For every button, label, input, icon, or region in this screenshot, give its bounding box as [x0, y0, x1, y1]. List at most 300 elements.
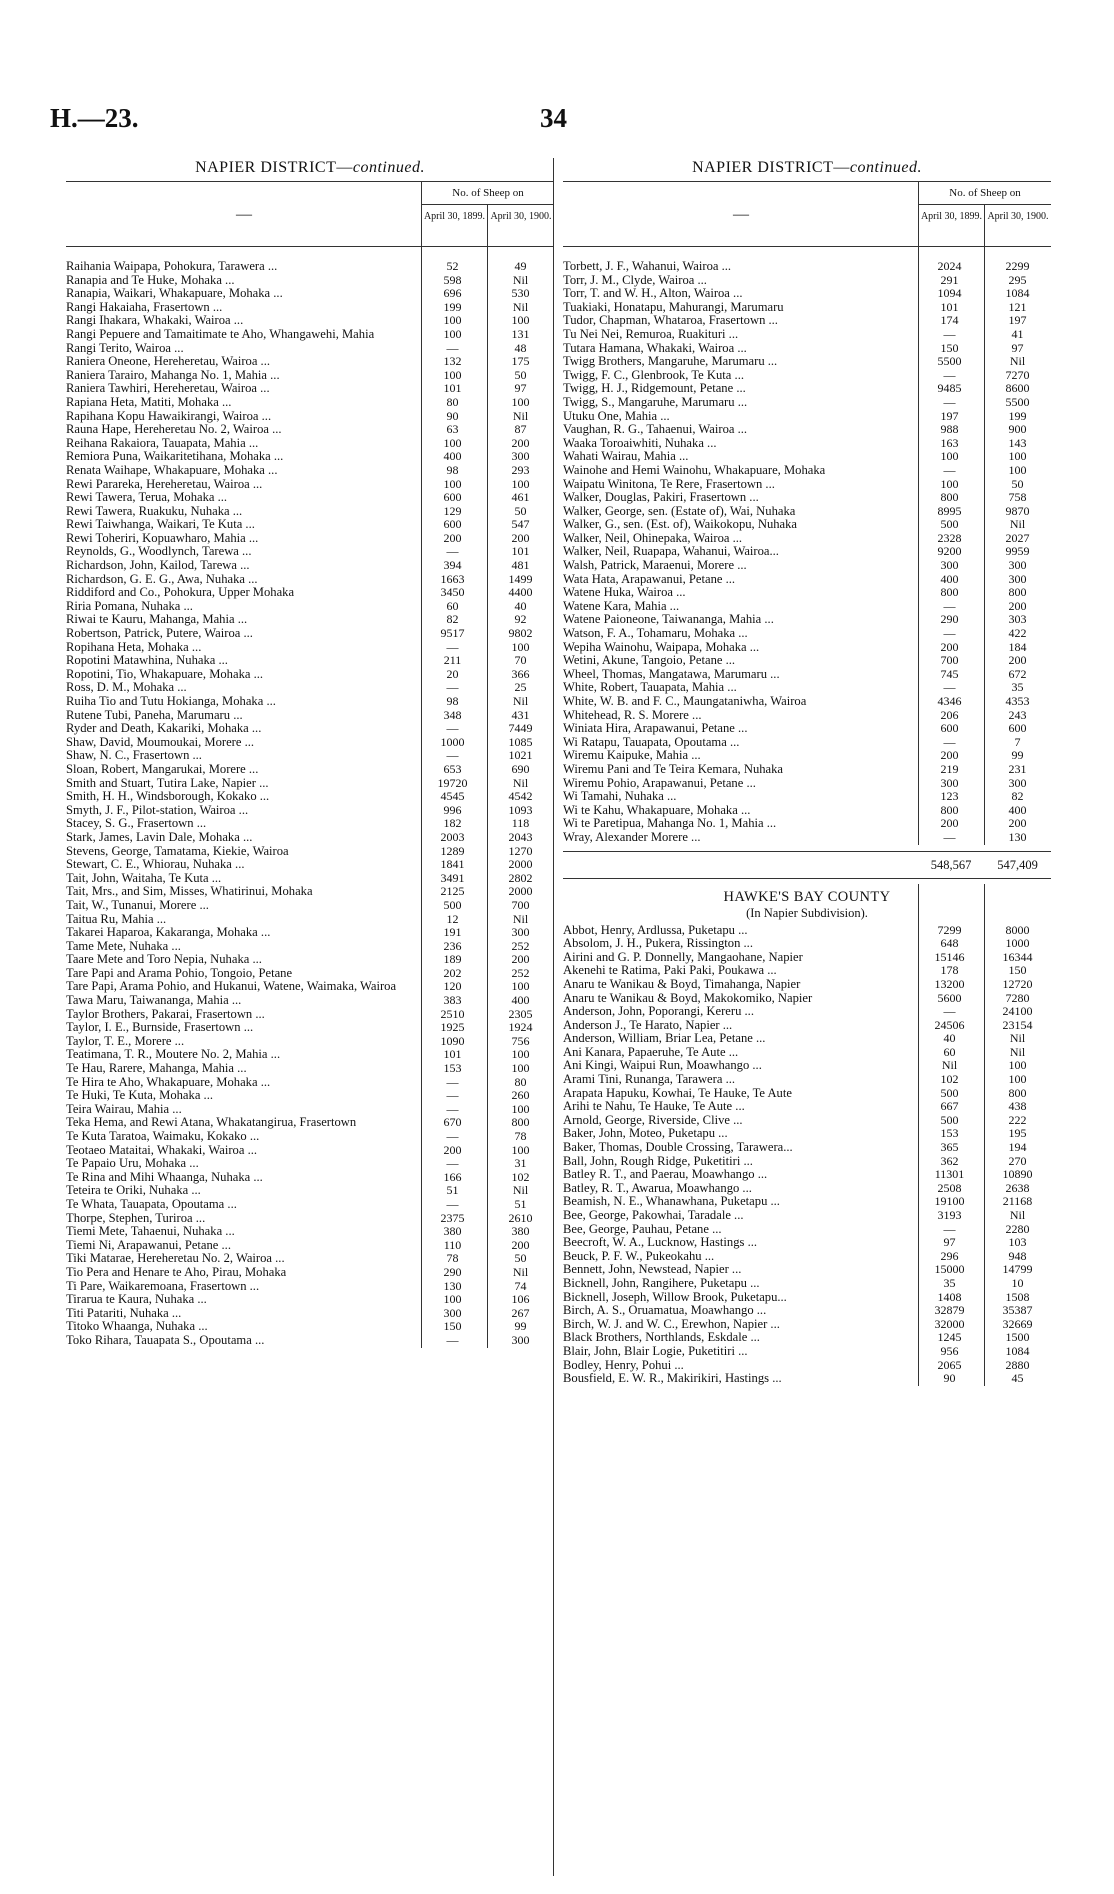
sheep-1899: 600: [443, 490, 462, 505]
row-name: Stewart, C. E., Whiorau, Nuhaka ...: [66, 857, 245, 872]
sheep-1900: 2000: [508, 884, 533, 899]
table-row: [563, 1359, 1051, 1373]
row-name: Waaka Toroaiwhiti, Nuhaka ...: [563, 435, 717, 450]
sheep-1900: 97: [1011, 340, 1024, 355]
table-row: [563, 1372, 1051, 1386]
row-name: Rangi Hakaiaha, Frasertown ...: [66, 299, 223, 314]
row-name: Raniera Tarairo, Mahanga No. 1, Mahia ...: [66, 367, 280, 382]
sheep-1900: 10: [1011, 1275, 1024, 1290]
row-name: Riddiford and Co., Pohokura, Upper Mohaka: [66, 585, 295, 600]
row-name: Beamish, N. E., Whanawhana, Puketapu ...: [563, 1194, 780, 1209]
table-row: [66, 980, 554, 994]
right-section-title: NAPIER DISTRICT—continued.: [692, 159, 922, 176]
table-row: [563, 314, 1051, 328]
sheep-1899: 15146: [934, 949, 965, 964]
sheep-1900: 260: [511, 1088, 530, 1103]
sheep-1900: Nil: [512, 694, 529, 708]
row-name: Taitua Ru, Mahia ...: [66, 911, 167, 926]
sheep-1899: 2328: [937, 530, 962, 545]
sheep-1900: 101: [511, 544, 530, 559]
sheep-1900: 199: [1008, 408, 1027, 423]
sheep-1900: 9802: [508, 626, 533, 641]
table-row: [563, 763, 1051, 777]
row-name: Robertson, Patrick, Putere, Wairoa ...: [66, 626, 253, 641]
sheep-1900: 481: [511, 558, 530, 573]
sheep-1900: 300: [1008, 775, 1027, 790]
row-name: Bennett, John, Newstead, Napier ...: [563, 1262, 742, 1277]
table-row: [66, 1062, 554, 1076]
table-row: [563, 1100, 1051, 1114]
sheep-1899: 189: [443, 952, 462, 967]
table-row: [66, 994, 554, 1008]
sheep-1900: 100: [1008, 1072, 1027, 1087]
sheep-1899: 100: [443, 476, 462, 491]
table-row: [563, 1087, 1051, 1101]
row-name: Bousfield, E. W. R., Makirikiri, Hastings ...: [563, 1371, 782, 1386]
row-name: Smith, H. H., Windsborough, Kokako ...: [66, 789, 270, 804]
sheep-1900: 200: [1008, 598, 1027, 613]
sheep-1900: 672: [1008, 666, 1027, 681]
sheep-1900: 1084: [1005, 1343, 1030, 1358]
sheep-1900: Nil: [512, 299, 529, 314]
row-name: Stark, James, Lavin Dale, Mohaka ...: [66, 829, 253, 844]
total-row: [563, 851, 1051, 879]
table-row: [563, 532, 1051, 546]
table-row: [66, 913, 554, 927]
row-name: Birch, A. S., Oruamatua, Moawhango ...: [563, 1303, 767, 1318]
row-name: Baker, Thomas, Double Crossing, Tarawera...: [563, 1140, 793, 1155]
sheep-1899: 500: [443, 897, 462, 912]
sheep-1900: 103: [1008, 1235, 1027, 1250]
sheep-1899: 110: [443, 1237, 462, 1252]
row-name: Reynolds, G., Woodlynch, Tarewa ...: [66, 544, 252, 559]
sheep-1899: 3193: [937, 1208, 962, 1222]
table-row: [66, 1157, 554, 1171]
sheep-1899: 129: [443, 503, 462, 518]
sheep-1899: Nil: [941, 1058, 958, 1073]
sheep-1900: 1021: [508, 748, 533, 763]
sheep-1899: 600: [443, 517, 462, 532]
sheep-1900: 100: [511, 476, 530, 491]
table-row: [66, 1280, 554, 1294]
sheep-1899: 1408: [937, 1289, 962, 1304]
sheep-1900: 175: [511, 354, 530, 369]
table-row: [66, 1212, 554, 1226]
sheep-1900: 4353: [1005, 694, 1030, 708]
sheep-1899: —: [446, 340, 459, 355]
sheep-1900: 14799: [1002, 1262, 1033, 1277]
row-name: Bicknell, Joseph, Willow Brook, Puketapu...: [563, 1289, 787, 1304]
table-row: [66, 1266, 554, 1280]
table-row: [66, 831, 554, 845]
table-row: [563, 804, 1051, 818]
row-name: Rewi Taiwhanga, Waikari, Te Kuta ...: [66, 517, 255, 532]
sheep-1899: 191: [443, 925, 462, 940]
row-name: Anaru te Wanikau & Boyd, Makokomiko, Napier: [563, 990, 813, 1005]
sheep-1900: 150: [1008, 963, 1027, 978]
sheep-1899: 197: [940, 408, 959, 423]
col-1900-header: April 30, 1900.: [984, 205, 1051, 246]
sheep-1900: 2802: [508, 870, 533, 885]
table-row: [563, 260, 1051, 274]
sheep-1899: 35: [943, 1275, 956, 1290]
sheep-1899: 2125: [440, 884, 465, 899]
sheep-1899: 40: [943, 1031, 956, 1046]
row-name: Teotaeo Mataitai, Whakaki, Wairoa ...: [66, 1142, 258, 1157]
sheep-1900: 300: [511, 1332, 530, 1347]
sheep-1900: 184: [1008, 639, 1027, 654]
sheep-1900: 100: [1008, 449, 1027, 464]
sheep-1899: 150: [443, 1319, 462, 1334]
sheep-1900: 16344: [1002, 949, 1033, 964]
row-name: Wata Hata, Arapawanui, Petane ...: [563, 571, 736, 586]
table-row: [563, 382, 1051, 396]
sheep-1899: 202: [443, 965, 462, 980]
row-name: Ruiha Tio and Tutu Hokianga, Mohaka ...: [66, 694, 276, 708]
table-row: [563, 437, 1051, 451]
sheep-1899: 296: [940, 1248, 959, 1263]
sheep-1900: 2880: [1005, 1357, 1030, 1372]
sheep-1900: 100: [1008, 1058, 1027, 1073]
sheep-1899: 4545: [440, 789, 465, 804]
sheep-1900: 24100: [1002, 1004, 1033, 1019]
sheep-1900: 700: [511, 897, 530, 912]
sheep-1899: 82: [446, 612, 459, 627]
row-name: Walker, Douglas, Pakiri, Frasertown ...: [563, 490, 759, 505]
sheep-1899: 500: [940, 1085, 959, 1100]
table-row: [66, 314, 554, 328]
sheep-1900: 2638: [1005, 1180, 1030, 1195]
row-name: Tait, Mrs., and Sim, Misses, Whatirinui, Mohaka: [66, 884, 313, 899]
sheep-1900: 267: [511, 1305, 530, 1320]
table-row: [563, 1073, 1051, 1087]
table-row: [563, 1250, 1051, 1264]
sheep-1900: 195: [1008, 1126, 1027, 1141]
row-name: Wiremu Kaipuke, Mahia ...: [563, 748, 701, 763]
sheep-1899: 132: [443, 354, 462, 369]
row-name: Walker, George, sen. (Estate of), Wai, Nuhaka: [563, 503, 796, 518]
table-row: [66, 777, 554, 791]
row-name: Riria Pomana, Nuhaka ...: [66, 598, 193, 613]
row-name: Shaw, N. C., Frasertown ...: [66, 748, 202, 763]
row-name: Wetini, Akune, Tangoio, Petane ...: [563, 653, 736, 668]
sheep-1899: —: [943, 598, 956, 613]
sheep-1900: 74: [514, 1278, 527, 1293]
sheep-1900: 300: [511, 449, 530, 464]
table-row: [563, 478, 1051, 492]
sheep-1900: 7449: [508, 721, 533, 736]
row-name: Toko Rihara, Tauapata S., Opoutama ...: [66, 1332, 265, 1347]
sheep-1900: 2305: [508, 1006, 533, 1021]
sheep-1900: 1508: [1005, 1289, 1030, 1304]
row-name: Wheel, Thomas, Mangatawa, Marumaru ...: [563, 666, 780, 681]
row-name: Stacey, S. G., Frasertown ...: [66, 816, 207, 831]
sheep-1900: 200: [1008, 816, 1027, 831]
row-name: Ryder and Death, Kakariki, Mohaka ...: [66, 721, 262, 736]
row-name: Wahati Wairau, Mahia ...: [563, 449, 689, 464]
sheep-1900: 7270: [1005, 367, 1030, 382]
sheep-1900: 50: [1011, 476, 1024, 491]
table-row: [66, 1144, 554, 1158]
sheep-1899: 19720: [437, 775, 468, 790]
sheep-1899: 78: [446, 1251, 459, 1266]
sheep-1899: 80: [446, 394, 459, 409]
table-row: [563, 627, 1051, 641]
sheep-1900: 1270: [508, 843, 533, 858]
sheep-1900: 758: [1008, 490, 1027, 505]
row-name: Tiki Matarae, Hereheretau No. 2, Wairoa ...: [66, 1251, 285, 1266]
table-row: [563, 1059, 1051, 1073]
sheep-1899: —: [446, 544, 459, 559]
row-name: Twigg, F. C., Glenbrook, Te Kuta ...: [563, 367, 744, 382]
row-name: Ti Pare, Waikaremoana, Frasertown ...: [66, 1278, 260, 1293]
sheep-1899: 20: [446, 666, 459, 681]
sheep-1900: 35387: [1002, 1303, 1033, 1318]
row-name: Watene Huka, Wairoa ...: [563, 585, 686, 600]
sheep-1899: 100: [443, 326, 462, 341]
sheep-1899: 500: [940, 517, 959, 532]
sheep-1899: 100: [443, 435, 462, 450]
sheep-1899: 90: [943, 1371, 956, 1386]
sheep-1900: 400: [1008, 802, 1027, 817]
sheep-1900: 9870: [1005, 503, 1030, 518]
table-row: [66, 573, 554, 587]
sheep-1900: 900: [1008, 422, 1027, 437]
sheep-1900: 99: [514, 1319, 527, 1334]
row-name: Ropotini Matawhina, Nuhaka ...: [66, 653, 228, 668]
sheep-1899: 219: [940, 761, 959, 776]
row-name: Anderson, William, Briar Lea, Petane ...: [563, 1031, 766, 1046]
sheep-1899: —: [943, 626, 956, 641]
sheep-1900: 1084: [1005, 286, 1030, 301]
row-name: Tait, John, Waitaha, Te Kuta ...: [66, 870, 222, 885]
sheep-1900: 50: [514, 367, 527, 382]
row-name: Watene Kara, Mahia ...: [563, 598, 680, 613]
row-name: Batley, R. T., Awarua, Moawhango ...: [563, 1180, 752, 1195]
sheep-1899: —: [943, 462, 956, 477]
sheep-1899: 1245: [937, 1330, 962, 1345]
sheep-1900: 293: [511, 462, 530, 477]
sheep-1900: 2043: [508, 829, 533, 844]
sheep-1900: 1085: [508, 734, 533, 749]
row-name: Taylor, I. E., Burnside, Frasertown ...: [66, 1020, 254, 1035]
row-name: Bicknell, John, Rangihere, Puketapu ...: [563, 1275, 760, 1290]
row-name: Tu Nei Nei, Remuroa, Ruakituri ...: [563, 326, 739, 341]
sheep-1900: 21168: [1002, 1194, 1033, 1209]
sheep-1899: —: [943, 326, 956, 341]
table-row: [66, 1184, 554, 1198]
row-name: Rangi Ihakara, Whakaki, Wairoa ...: [66, 313, 244, 328]
sheep-1899: —: [446, 1156, 459, 1171]
row-name: Birch, W. J. and W. C., Erewhon, Napier ...: [563, 1316, 780, 1331]
sheep-1899: 290: [443, 1264, 462, 1279]
table-row: [563, 355, 1051, 369]
row-name: Takarei Haparoa, Kakaranga, Mohaka ...: [66, 925, 271, 940]
sheep-1899: 5500: [937, 354, 962, 369]
sheep-1900: 231: [1008, 761, 1027, 776]
table-row: [66, 1320, 554, 1334]
table-row: [66, 1103, 554, 1117]
row-name: Walker, G., sen. (Est. of), Waikokopu, Nuhaka: [563, 517, 798, 532]
sheep-1900: 100: [511, 394, 530, 409]
table-row: [563, 1155, 1051, 1169]
row-name: Watson, F. A., Tohamaru, Mohaka ...: [563, 626, 748, 641]
sheep-1900: 2000: [508, 857, 533, 872]
table-row: [66, 464, 554, 478]
table-row: [66, 695, 554, 709]
row-name: Tio Pera and Henare te Aho, Pirau, Mohaka: [66, 1264, 287, 1279]
sheep-1900: 300: [1008, 571, 1027, 586]
sheep-1900: 121: [1008, 299, 1027, 314]
sheep-1899: 178: [940, 963, 959, 978]
sheep-1900: 100: [1008, 462, 1027, 477]
sheep-1900: 100: [511, 313, 530, 328]
header-dash: —: [733, 206, 749, 223]
table-row: [66, 613, 554, 627]
row-name: Smyth, J. F., Pilot-station, Wairoa ...: [66, 802, 249, 817]
sheep-1899: 166: [443, 1169, 462, 1184]
sheep-1899: 383: [443, 993, 462, 1008]
table-row: [563, 505, 1051, 519]
table-row: [66, 845, 554, 859]
table-row: [66, 274, 554, 288]
table-row: [66, 736, 554, 750]
row-name: Twigg, S., Mangaruhe, Marumaru ...: [563, 394, 748, 409]
row-name: Tutara Hamana, Whakaki, Wairoa ...: [563, 340, 747, 355]
sheep-1900: 35: [1011, 680, 1024, 695]
row-name: Beuck, P. F. W., Pukeokahu ...: [563, 1248, 715, 1263]
sheep-1899: 2003: [440, 829, 465, 844]
sheep-1900: 23154: [1002, 1017, 1033, 1032]
sheep-1900: 10890: [1002, 1167, 1033, 1182]
row-name: Wainohe and Hemi Wainohu, Whakapuare, Mohaka: [563, 462, 826, 477]
row-name: Rutene Tubi, Paneha, Marumaru ...: [66, 707, 243, 722]
sheep-1899: 19100: [934, 1194, 965, 1209]
table-row: [66, 478, 554, 492]
left-section-title: NAPIER DISTRICT—continued.: [195, 159, 425, 176]
table-row: [563, 410, 1051, 424]
sheep-1899: 300: [940, 775, 959, 790]
table-row: [563, 369, 1051, 383]
table-row: [563, 1019, 1051, 1033]
sheep-1899: 2508: [937, 1180, 962, 1195]
table-row: [563, 464, 1051, 478]
sheep-1900: 5500: [1005, 394, 1030, 409]
table-row: [66, 328, 554, 342]
sheep-1900: 51: [514, 1196, 527, 1211]
table-row: [66, 532, 554, 546]
sheep-1899: 13200: [934, 976, 965, 991]
row-name: Bodley, Henry, Pohui ...: [563, 1357, 684, 1372]
table-row: [66, 641, 554, 655]
table-row: [563, 1032, 1051, 1046]
table-row: [563, 1236, 1051, 1250]
col-1900-header: April 30, 1900.: [487, 205, 554, 246]
table-row: [66, 1293, 554, 1307]
row-name: Taare Mete and Toro Nepia, Nuhaka ...: [66, 952, 262, 967]
sheep-1900: 80: [514, 1074, 527, 1089]
sheep-1900: 7: [1014, 734, 1021, 749]
sheep-1899: 800: [940, 490, 959, 505]
sheep-1900: Nil: [1009, 1031, 1026, 1046]
sheep-1900: 100: [511, 1142, 530, 1157]
table-row: [563, 1345, 1051, 1359]
sheep-1899: 12: [446, 911, 459, 926]
row-name: Smith and Stuart, Tutira Lake, Napier ...: [66, 775, 269, 790]
table-row: [66, 790, 554, 804]
table-row: [66, 749, 554, 763]
sheep-1899: 100: [940, 449, 959, 464]
row-name: Raniera Tawhiri, Hereheretau, Wairoa ...: [66, 381, 270, 396]
sheep-1899: —: [943, 680, 956, 695]
row-name: Raniera Oneone, Hereheretau, Wairoa ...: [66, 354, 271, 369]
sheep-1900: Nil: [512, 272, 529, 287]
sheep-1900: Nil: [1009, 354, 1026, 369]
row-name: Tudor, Chapman, Whataroa, Frasertown ...: [563, 313, 778, 328]
sheep-1899: 8995: [937, 503, 962, 518]
sheep-1899: 9200: [937, 544, 962, 559]
sheep-1899: 696: [443, 286, 462, 301]
row-name: Ranapia and Te Huke, Mohaka ...: [66, 272, 235, 287]
sheep-1899: —: [446, 748, 459, 763]
sheep-1899: 362: [940, 1153, 959, 1168]
sheep-1899: —: [943, 394, 956, 409]
sheep-1899: 291: [940, 272, 959, 287]
col-1899-header: April 30, 1899.: [421, 205, 487, 246]
sheep-1900: 100: [511, 1101, 530, 1116]
row-name: Titi Patariti, Nuhaka ...: [66, 1305, 182, 1320]
table-row: [563, 1127, 1051, 1141]
sheep-group-header: No. of Sheep on: [918, 182, 1051, 205]
sheep-1899: 90: [446, 408, 459, 423]
sheep-1899: 206: [940, 707, 959, 722]
sheep-1900: 32669: [1002, 1316, 1033, 1331]
sheep-1899: 163: [940, 435, 959, 450]
sheep-1900: 92: [514, 612, 527, 627]
sheep-1900: 800: [1008, 1085, 1027, 1100]
sheep-1899: 2024: [937, 259, 962, 273]
sheep-1900: 366: [511, 666, 530, 681]
row-name: Tirarua te Kaura, Nuhaka ...: [66, 1292, 207, 1307]
table-row: [66, 817, 554, 831]
sheep-1900: Nil: [512, 408, 529, 423]
sheep-1900: 41: [1011, 326, 1024, 341]
sheep-1900: 600: [1008, 721, 1027, 736]
table-row: [66, 1116, 554, 1130]
sheep-1899: 598: [443, 272, 462, 287]
sheep-1899: 63: [446, 422, 459, 437]
sheep-1899: 1925: [440, 1020, 465, 1035]
row-name: Shaw, David, Moumoukai, Morere ...: [66, 734, 255, 749]
table-row: [66, 491, 554, 505]
sheep-1900: 422: [1008, 626, 1027, 641]
row-name: Remiora Puna, Waikaritetihana, Mohaka ...: [66, 449, 284, 464]
total-1900: 547,409: [997, 857, 1038, 872]
table-row: [563, 951, 1051, 965]
sheep-1900: 200: [511, 435, 530, 450]
sheep-1899: 300: [940, 558, 959, 573]
table-row: [563, 924, 1051, 938]
sheep-1900: 200: [511, 952, 530, 967]
table-row: [66, 858, 554, 872]
table-row: [563, 1223, 1051, 1237]
col-1899-header: April 30, 1899.: [918, 205, 984, 246]
row-name: Winiata Hira, Arapawanui, Petane ...: [563, 721, 748, 736]
row-name: Richardson, G. E. G., Awa, Nuhaka ...: [66, 571, 258, 586]
sheep-1899: 101: [443, 1047, 462, 1062]
table-row: [563, 1318, 1051, 1332]
row-name: Wi te Kahu, Whakapuare, Mohaka ...: [563, 802, 751, 817]
